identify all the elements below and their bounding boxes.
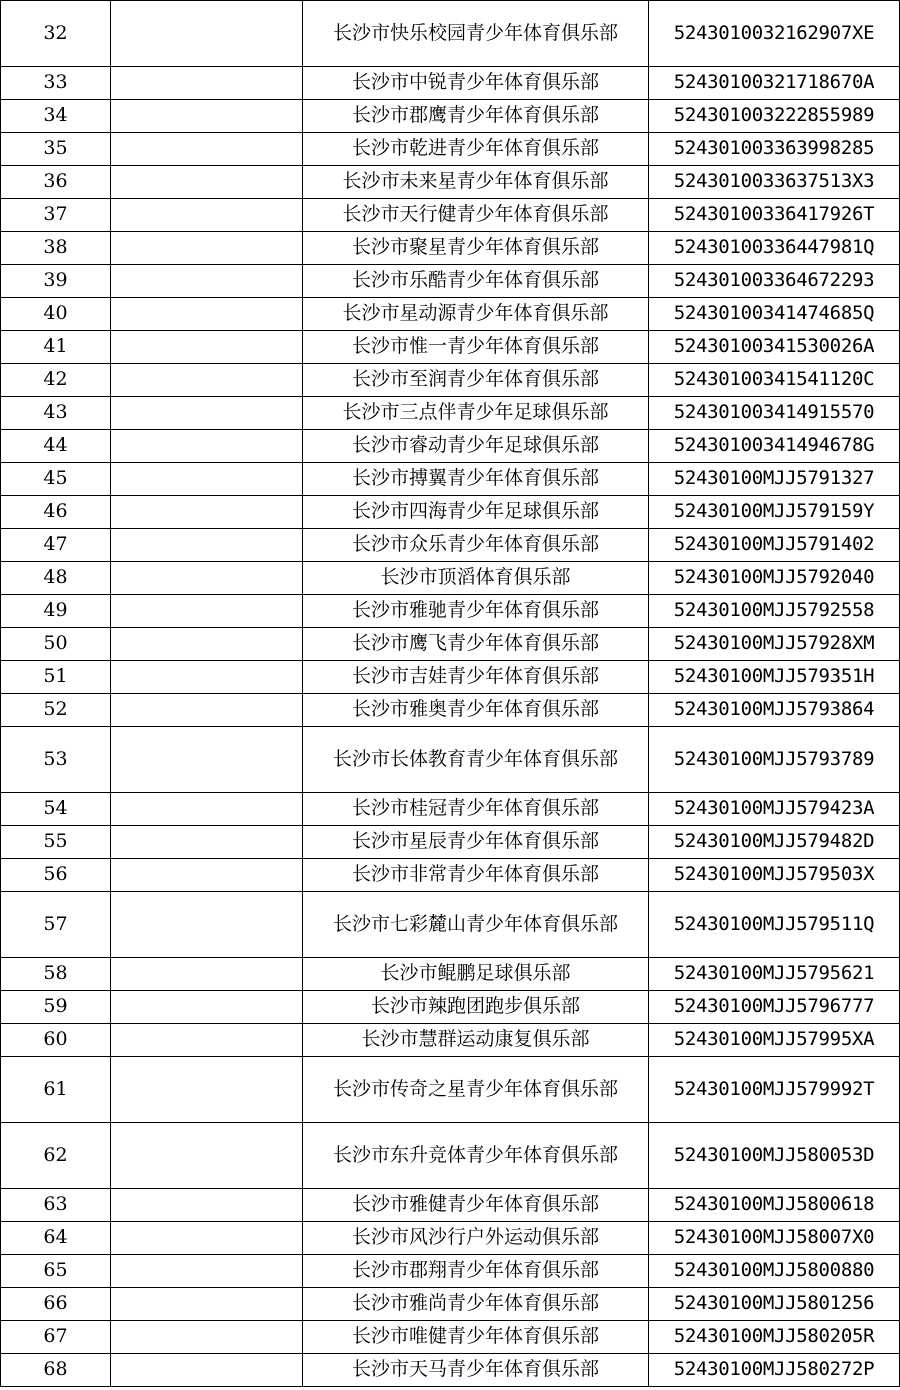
credit-code-cell: 52430100336447981Q	[649, 232, 900, 265]
empty-cell	[111, 1024, 303, 1057]
row-number-cell: 45	[1, 463, 111, 496]
empty-cell	[111, 166, 303, 199]
table-row	[1, 199, 900, 232]
credit-code-cell: 5243010033637513X3	[649, 166, 900, 199]
club-name-cell: 长沙市睿动青少年足球俱乐部	[303, 430, 649, 463]
credit-code-cell: 52430100341474685Q	[649, 298, 900, 331]
empty-cell	[111, 298, 303, 331]
credit-code-cell: 52430100MJJ5793789	[649, 727, 900, 793]
row-number-cell: 68	[1, 1354, 111, 1387]
row-number-cell: 50	[1, 628, 111, 661]
credit-code-cell: 52430100MJJ5796777	[649, 991, 900, 1024]
club-name-cell: 长沙市天马青少年体育俱乐部	[303, 1354, 649, 1387]
table-row	[1, 1057, 900, 1123]
club-name-cell: 长沙市三点伴青少年足球俱乐部	[303, 397, 649, 430]
credit-code-cell: 52430100MJJ5792558	[649, 595, 900, 628]
club-name-cell: 长沙市惟一青少年体育俱乐部	[303, 331, 649, 364]
club-name-cell: 长沙市乐酷青少年体育俱乐部	[303, 265, 649, 298]
row-number-cell: 60	[1, 1024, 111, 1057]
table-row	[1, 364, 900, 397]
row-number-cell: 63	[1, 1189, 111, 1222]
club-name-cell: 长沙市星辰青少年体育俱乐部	[303, 826, 649, 859]
credit-code-cell: 52430100MJJ579992T	[649, 1057, 900, 1123]
club-name-cell: 长沙市聚星青少年体育俱乐部	[303, 232, 649, 265]
row-number-cell: 40	[1, 298, 111, 331]
club-name-cell: 长沙市鹰飞青少年体育俱乐部	[303, 628, 649, 661]
credit-code-cell: 52430100MJJ5801256	[649, 1288, 900, 1321]
credit-code-cell: 52430100MJJ5791327	[649, 463, 900, 496]
empty-cell	[111, 430, 303, 463]
empty-cell	[111, 628, 303, 661]
credit-code-cell: 524301003363998285	[649, 133, 900, 166]
empty-cell	[111, 562, 303, 595]
club-name-cell: 长沙市中锐青少年体育俱乐部	[303, 67, 649, 100]
table-row	[1, 496, 900, 529]
empty-cell	[111, 1321, 303, 1354]
table-row	[1, 529, 900, 562]
club-name-cell: 长沙市雅健青少年体育俱乐部	[303, 1189, 649, 1222]
empty-cell	[111, 793, 303, 826]
row-number-cell: 42	[1, 364, 111, 397]
empty-cell	[111, 826, 303, 859]
credit-code-cell: 52430100MJJ579351H	[649, 661, 900, 694]
credit-code-cell: 52430100341530026A	[649, 331, 900, 364]
credit-code-cell: 52430100MJJ5791402	[649, 529, 900, 562]
club-name-cell: 长沙市天行健青少年体育俱乐部	[303, 199, 649, 232]
club-name-cell: 长沙市长体教育青少年体育俱乐部	[303, 727, 649, 793]
row-number-cell: 62	[1, 1123, 111, 1189]
empty-cell	[111, 364, 303, 397]
credit-code-cell: 52430100MJJ57995XA	[649, 1024, 900, 1057]
empty-cell	[111, 463, 303, 496]
table-row	[1, 331, 900, 364]
table-row	[1, 727, 900, 793]
row-number-cell: 36	[1, 166, 111, 199]
row-number-cell: 47	[1, 529, 111, 562]
table-row	[1, 595, 900, 628]
club-name-cell: 长沙市桂冠青少年体育俱乐部	[303, 793, 649, 826]
credit-code-cell: 524301003222855989	[649, 100, 900, 133]
empty-cell	[111, 892, 303, 958]
credit-code-cell: 52430100MJJ580053D	[649, 1123, 900, 1189]
empty-cell	[111, 958, 303, 991]
row-number-cell: 67	[1, 1321, 111, 1354]
empty-cell	[111, 859, 303, 892]
credit-code-cell: 5243010032162907XE	[649, 1, 900, 67]
credit-code-cell: 52430100MJJ580205R	[649, 1321, 900, 1354]
row-number-cell: 49	[1, 595, 111, 628]
table-row	[1, 265, 900, 298]
row-number-cell: 46	[1, 496, 111, 529]
credit-code-cell: 524301003364672293	[649, 265, 900, 298]
table-row	[1, 67, 900, 100]
empty-cell	[111, 529, 303, 562]
table-row	[1, 1024, 900, 1057]
row-number-cell: 57	[1, 892, 111, 958]
club-name-cell: 长沙市传奇之星青少年体育俱乐部	[303, 1057, 649, 1123]
credit-code-cell: 52430100341494678G	[649, 430, 900, 463]
club-name-cell: 长沙市郡鹰青少年体育俱乐部	[303, 100, 649, 133]
row-number-cell: 37	[1, 199, 111, 232]
row-number-cell: 41	[1, 331, 111, 364]
empty-cell	[111, 265, 303, 298]
table-row	[1, 166, 900, 199]
empty-cell	[111, 1189, 303, 1222]
row-number-cell: 56	[1, 859, 111, 892]
table-row	[1, 298, 900, 331]
row-number-cell: 66	[1, 1288, 111, 1321]
empty-cell	[111, 133, 303, 166]
empty-cell	[111, 397, 303, 430]
empty-cell	[111, 199, 303, 232]
club-name-cell: 长沙市众乐青少年体育俱乐部	[303, 529, 649, 562]
credit-code-cell: 52430100MJJ579503X	[649, 859, 900, 892]
credit-code-cell: 52430100MJJ579482D	[649, 826, 900, 859]
credit-code-cell: 52430100MJJ579511Q	[649, 892, 900, 958]
credit-code-cell: 52430100MJJ57928XM	[649, 628, 900, 661]
credit-code-cell: 52430100341541120C	[649, 364, 900, 397]
table-row	[1, 430, 900, 463]
club-name-cell: 长沙市七彩麓山青少年体育俱乐部	[303, 892, 649, 958]
club-name-cell: 长沙市雅驰青少年体育俱乐部	[303, 595, 649, 628]
club-name-cell: 长沙市乾进青少年体育俱乐部	[303, 133, 649, 166]
club-name-cell: 长沙市辣跑团跑步俱乐部	[303, 991, 649, 1024]
empty-cell	[111, 1354, 303, 1387]
row-number-cell: 52	[1, 694, 111, 727]
credit-code-cell: 52430100MJJ580272P	[649, 1354, 900, 1387]
table-row	[1, 1123, 900, 1189]
empty-cell	[111, 595, 303, 628]
credit-code-cell: 524301003414915570	[649, 397, 900, 430]
table-row	[1, 991, 900, 1024]
club-name-cell: 长沙市雅奥青少年体育俱乐部	[303, 694, 649, 727]
club-name-cell: 长沙市未来星青少年体育俱乐部	[303, 166, 649, 199]
empty-cell	[111, 1288, 303, 1321]
credit-code-cell: 52430100336417926T	[649, 199, 900, 232]
table-row	[1, 1354, 900, 1387]
club-name-cell: 长沙市顶滔体育俱乐部	[303, 562, 649, 595]
table-row	[1, 100, 900, 133]
club-name-cell: 长沙市东升竞体青少年体育俱乐部	[303, 1123, 649, 1189]
empty-cell	[111, 1123, 303, 1189]
club-name-cell: 长沙市雅尚青少年体育俱乐部	[303, 1288, 649, 1321]
table-row	[1, 859, 900, 892]
row-number-cell: 64	[1, 1222, 111, 1255]
row-number-cell: 38	[1, 232, 111, 265]
table-row	[1, 133, 900, 166]
empty-cell	[111, 496, 303, 529]
empty-cell	[111, 1222, 303, 1255]
club-name-cell: 长沙市至润青少年体育俱乐部	[303, 364, 649, 397]
row-number-cell: 33	[1, 67, 111, 100]
club-name-cell: 长沙市星动源青少年体育俱乐部	[303, 298, 649, 331]
empty-cell	[111, 100, 303, 133]
credit-code-cell: 52430100321718670A	[649, 67, 900, 100]
row-number-cell: 55	[1, 826, 111, 859]
empty-cell	[111, 232, 303, 265]
table-row	[1, 694, 900, 727]
table-row	[1, 628, 900, 661]
club-name-cell: 长沙市快乐校园青少年体育俱乐部	[303, 1, 649, 67]
empty-cell	[111, 67, 303, 100]
row-number-cell: 51	[1, 661, 111, 694]
table-row	[1, 397, 900, 430]
empty-cell	[111, 727, 303, 793]
empty-cell	[111, 1, 303, 67]
table-row	[1, 1189, 900, 1222]
table-row	[1, 1288, 900, 1321]
credit-code-cell: 52430100MJJ5792040	[649, 562, 900, 595]
row-number-cell: 44	[1, 430, 111, 463]
empty-cell	[111, 1057, 303, 1123]
credit-code-cell: 52430100MJJ5793864	[649, 694, 900, 727]
empty-cell	[111, 661, 303, 694]
row-number-cell: 48	[1, 562, 111, 595]
row-number-cell: 53	[1, 727, 111, 793]
table-row	[1, 232, 900, 265]
row-number-cell: 59	[1, 991, 111, 1024]
table-row	[1, 1222, 900, 1255]
credit-code-cell: 52430100MJJ579159Y	[649, 496, 900, 529]
table-row	[1, 1, 900, 67]
table-row	[1, 793, 900, 826]
table-row	[1, 463, 900, 496]
club-name-cell: 长沙市非常青少年体育俱乐部	[303, 859, 649, 892]
credit-code-cell: 52430100MJJ58007X0	[649, 1222, 900, 1255]
row-number-cell: 54	[1, 793, 111, 826]
table-row	[1, 661, 900, 694]
club-name-cell: 长沙市鲲鹏足球俱乐部	[303, 958, 649, 991]
club-name-cell: 长沙市慧群运动康复俱乐部	[303, 1024, 649, 1057]
club-name-cell: 长沙市搏翼青少年体育俱乐部	[303, 463, 649, 496]
row-number-cell: 61	[1, 1057, 111, 1123]
row-number-cell: 34	[1, 100, 111, 133]
table-row	[1, 1321, 900, 1354]
credit-code-cell: 52430100MJJ5800618	[649, 1189, 900, 1222]
club-name-cell: 长沙市风沙行户外运动俱乐部	[303, 1222, 649, 1255]
row-number-cell: 32	[1, 1, 111, 67]
empty-cell	[111, 331, 303, 364]
table-row	[1, 562, 900, 595]
table-row	[1, 826, 900, 859]
row-number-cell: 39	[1, 265, 111, 298]
club-name-cell: 长沙市四海青少年足球俱乐部	[303, 496, 649, 529]
row-number-cell: 65	[1, 1255, 111, 1288]
row-number-cell: 43	[1, 397, 111, 430]
club-name-cell: 长沙市吉娃青少年体育俱乐部	[303, 661, 649, 694]
credit-code-cell: 52430100MJJ5795621	[649, 958, 900, 991]
empty-cell	[111, 694, 303, 727]
club-name-cell: 长沙市郡翔青少年体育俱乐部	[303, 1255, 649, 1288]
credit-code-cell: 52430100MJJ579423A	[649, 793, 900, 826]
table-row	[1, 958, 900, 991]
table-row	[1, 1255, 900, 1288]
empty-cell	[111, 1255, 303, 1288]
row-number-cell: 58	[1, 958, 111, 991]
club-name-cell: 长沙市唯健青少年体育俱乐部	[303, 1321, 649, 1354]
row-number-cell: 35	[1, 133, 111, 166]
empty-cell	[111, 991, 303, 1024]
table-body	[1, 1, 900, 1387]
credit-code-cell: 52430100MJJ5800880	[649, 1255, 900, 1288]
table-row	[1, 892, 900, 958]
